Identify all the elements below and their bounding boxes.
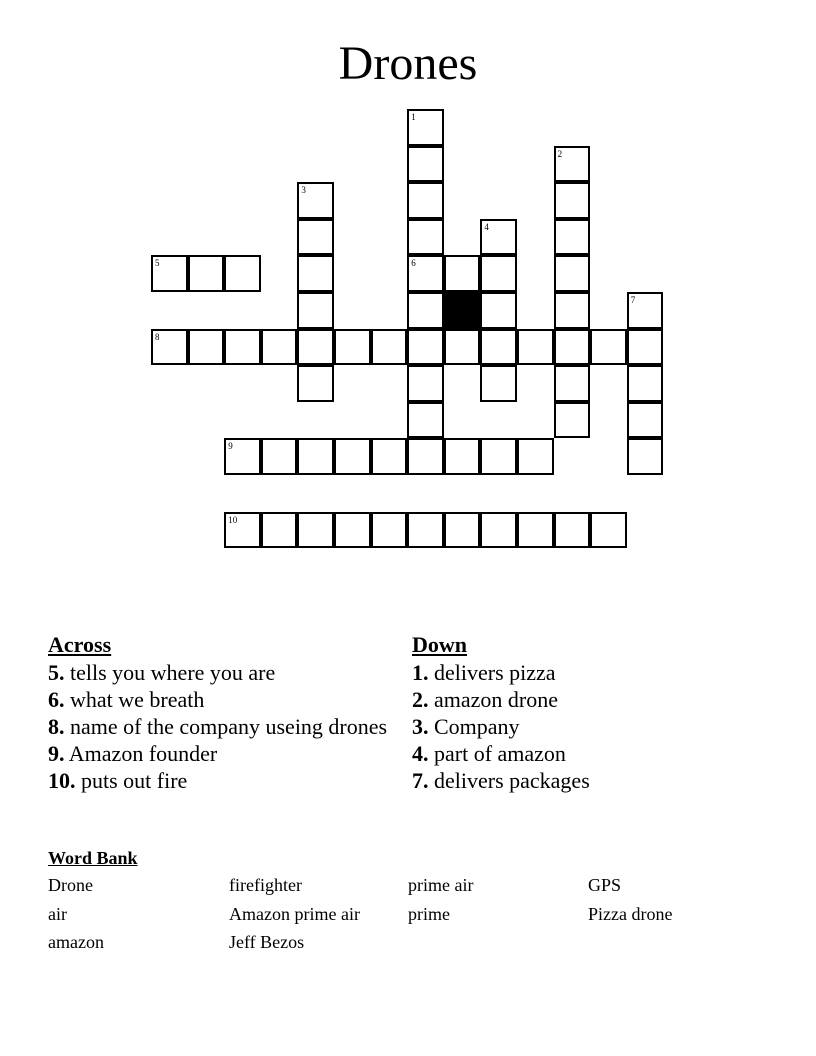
word-bank-item: Drone: [48, 875, 93, 895]
grid-cell[interactable]: [444, 438, 481, 475]
clue-number: 2: [557, 148, 563, 159]
clue-text: delivers packages: [434, 768, 590, 793]
clue-number: 1.: [412, 660, 429, 685]
across-clue: [48, 714, 398, 739]
across-heading: Across: [48, 632, 112, 657]
grid-cell[interactable]: [480, 255, 517, 292]
down-heading: Down: [412, 632, 468, 657]
grid-cell[interactable]: [554, 146, 591, 183]
word-bank-item: prime: [408, 903, 450, 924]
grid-cell[interactable]: [517, 512, 554, 549]
clue-number: 2.: [412, 687, 429, 712]
grid-cell[interactable]: [334, 329, 371, 366]
clue-number: 8.: [48, 714, 65, 739]
clue-text: amazon drone: [434, 687, 558, 712]
grid-cell[interactable]: [590, 329, 627, 366]
grid-cell[interactable]: [297, 512, 334, 549]
grid-cell[interactable]: [627, 402, 664, 439]
grid-cell[interactable]: [480, 219, 517, 256]
across-clues: [48, 630, 398, 795]
clue-number: 10.: [48, 768, 76, 793]
grid-cell[interactable]: [407, 109, 444, 146]
down-clue: [412, 768, 762, 793]
word-bank-item: Jeff Bezos: [229, 932, 305, 952]
grid-cell[interactable]: [554, 255, 591, 292]
grid-cell[interactable]: [188, 255, 225, 292]
grid-cell[interactable]: [480, 512, 517, 549]
grid-cell[interactable]: [297, 219, 334, 256]
across-clue: [48, 741, 398, 766]
across-clue: [48, 660, 398, 685]
grid-cell[interactable]: [554, 219, 591, 256]
grid-cell[interactable]: [554, 512, 591, 549]
word-bank-item: air: [48, 903, 67, 924]
clue-number: 7.: [412, 768, 429, 793]
grid-cell[interactable]: [371, 329, 408, 366]
clue-number: 8: [155, 331, 160, 342]
grid-cell[interactable]: [480, 438, 517, 475]
clue-text: what we breath: [70, 687, 205, 712]
grid-cell[interactable]: [407, 219, 444, 256]
grid-cell[interactable]: [554, 182, 591, 219]
grid-cell[interactable]: [407, 512, 444, 549]
page-title: Drones: [338, 37, 478, 90]
grid-cell[interactable]: [627, 329, 664, 366]
grid-cell[interactable]: [261, 512, 298, 549]
clue-number: 3: [301, 185, 306, 196]
down-clue: [412, 741, 762, 766]
clue-number: 1: [411, 112, 416, 122]
grid-cell[interactable]: [480, 292, 517, 329]
clue-text: puts out fire: [81, 768, 188, 793]
grid-cell[interactable]: [371, 512, 408, 549]
grid-cell[interactable]: [517, 438, 554, 475]
grid-cell[interactable]: [407, 329, 444, 366]
grid-cell[interactable]: [297, 255, 334, 292]
grid-cell[interactable]: [261, 438, 298, 475]
grid-cell[interactable]: [151, 329, 188, 366]
grid-cell[interactable]: [480, 365, 517, 402]
grid-cell[interactable]: [297, 438, 334, 475]
clue-number: 6: [411, 258, 416, 269]
word-bank-heading: Word Bank: [48, 848, 138, 868]
grid-cell[interactable]: [151, 255, 188, 292]
word-bank-item: Amazon prime air: [229, 903, 360, 924]
grid-cell[interactable]: [554, 329, 591, 366]
grid-cell[interactable]: [407, 402, 444, 439]
word-bank-item: prime air: [408, 875, 474, 895]
grid-cell[interactable]: [188, 329, 225, 366]
grid-cell[interactable]: [407, 438, 444, 475]
grid-cell[interactable]: [554, 365, 591, 402]
clue-number: 3.: [412, 714, 429, 739]
black-cell: [444, 292, 481, 329]
down-clues: [412, 630, 762, 795]
clue-text: Company: [434, 714, 520, 739]
grid-cell[interactable]: [297, 292, 334, 329]
grid-cell[interactable]: [297, 182, 334, 219]
across-clue: [48, 768, 398, 793]
grid-cell[interactable]: [334, 438, 371, 475]
word-bank-item: amazon: [48, 932, 104, 952]
grid-cell[interactable]: [261, 329, 298, 366]
grid-cell[interactable]: [297, 365, 334, 402]
across-clue: [48, 687, 398, 712]
clue-text: delivers pizza: [434, 660, 556, 685]
grid-cell[interactable]: [627, 365, 664, 402]
grid-cell[interactable]: [297, 329, 334, 366]
grid-cell[interactable]: [627, 292, 664, 329]
grid-cell[interactable]: [554, 402, 591, 439]
word-bank-item: firefighter: [229, 875, 302, 895]
clue-number: 9: [228, 441, 233, 452]
grid-cell[interactable]: [590, 512, 627, 549]
clue-number: 7: [630, 295, 636, 305]
word-bank: [48, 875, 768, 961]
clue-text: name of the company useing drones: [70, 714, 388, 739]
clue-number: 4: [484, 221, 489, 232]
clue-text: Amazon founder: [68, 741, 218, 766]
clue-text: tells you where you are: [70, 660, 276, 685]
down-clue: [412, 714, 762, 739]
clue-number: 10: [228, 514, 238, 525]
grid-cell[interactable]: [480, 329, 517, 366]
grid-cell[interactable]: [407, 292, 444, 329]
grid-cell[interactable]: [371, 438, 408, 475]
clue-number: 9.: [48, 741, 65, 766]
grid-cell[interactable]: [224, 329, 261, 366]
grid-cell[interactable]: [444, 512, 481, 549]
grid-cell[interactable]: [224, 438, 261, 475]
grid-cell[interactable]: [224, 255, 261, 292]
clue-number: 5: [155, 258, 160, 269]
grid-cell[interactable]: [407, 146, 444, 183]
down-clue: [412, 687, 762, 712]
clue-number: 5.: [48, 660, 65, 685]
grid-cell[interactable]: [407, 365, 444, 402]
grid-cell[interactable]: [407, 182, 444, 219]
clue-text: part of amazon: [434, 741, 566, 766]
clue-number: 6.: [48, 687, 65, 712]
down-clue: [412, 660, 762, 685]
grid-cell[interactable]: [627, 438, 664, 475]
clue-number: 4.: [412, 741, 429, 766]
grid-cell[interactable]: [517, 329, 554, 366]
grid-cell[interactable]: [444, 329, 481, 366]
grid-cell[interactable]: [334, 512, 371, 549]
grid-cell[interactable]: [407, 255, 444, 292]
grid-cell[interactable]: [554, 292, 591, 329]
grid-cell[interactable]: [444, 255, 481, 292]
word-bank-item: Pizza drone: [588, 903, 673, 924]
word-bank-item: GPS: [588, 875, 622, 895]
grid-cell[interactable]: [224, 512, 261, 549]
